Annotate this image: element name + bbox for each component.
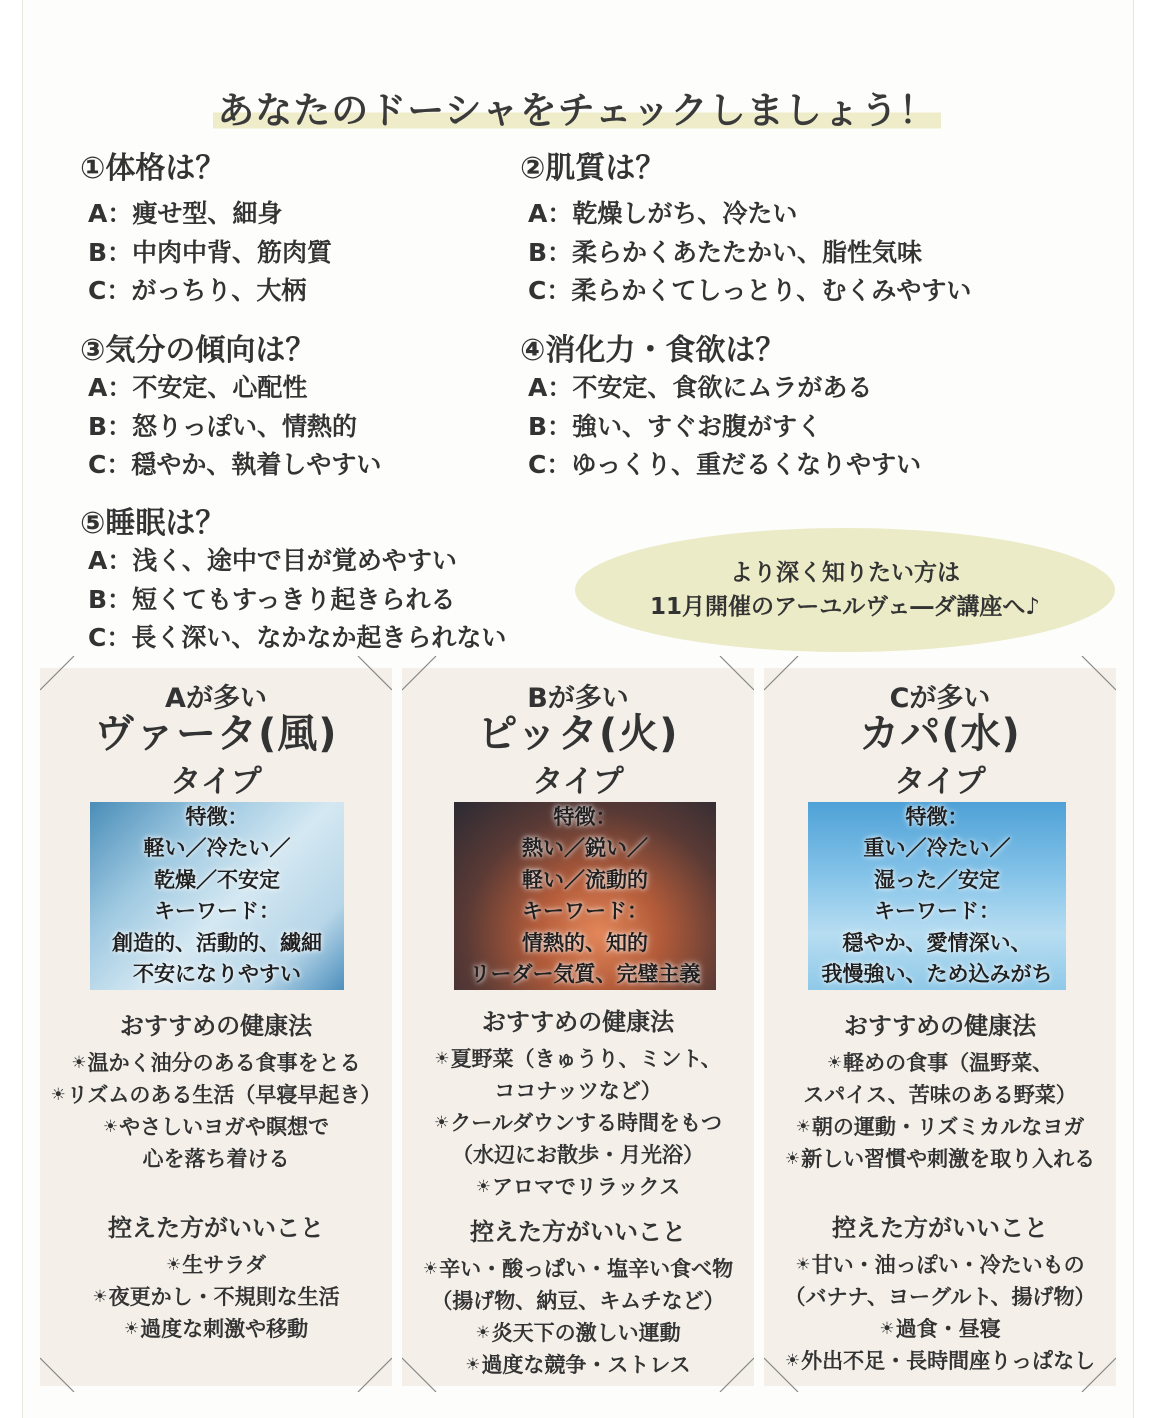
keyword-line: 不安になりやすい <box>133 962 301 986</box>
card-type-label: タイプ <box>532 764 624 800</box>
option-b: B：怒りっぽい、情熱的 <box>88 411 358 441</box>
question-2 <box>520 143 971 311</box>
list-item: ☀過度な競争・ストレス <box>465 1353 691 1377</box>
corner-ornament-icon <box>40 1344 88 1392</box>
sun-icon: ☀ <box>475 1177 491 1197</box>
list-item: ☀軽めの食事（温野菜、 <box>826 1051 1054 1075</box>
recommended-section <box>402 1002 754 1203</box>
list-item: ☀やさしいヨガや瞑想で <box>102 1115 330 1139</box>
keyword-line: 情熱的、知的 <box>522 930 648 955</box>
card-heading: ヴァータ(風) <box>94 711 338 757</box>
keyword-line: 我慢強い、ため込みがち <box>821 962 1053 986</box>
list-item: ココナッツなど） <box>494 1079 662 1103</box>
option-a: A：乾燥しがち、冷たい <box>528 199 798 228</box>
option-a: A：不安定、心配性 <box>88 373 308 402</box>
option-a: A：浅く、途中で目が覚めやすい <box>88 546 457 575</box>
sun-icon: ☀ <box>92 1287 108 1307</box>
keyword-line: 穏やか、愛情深い、 <box>842 930 1032 955</box>
sun-icon: ☀ <box>123 1319 140 1339</box>
option-b: B：中肉中背、筋肉質 <box>88 237 333 267</box>
sun-icon: ☀ <box>795 1117 811 1137</box>
keyword-label: キーワード： <box>522 899 648 923</box>
card-type-label: タイプ <box>170 764 262 800</box>
avoid-section <box>40 1208 392 1345</box>
sun-icon: ☀ <box>475 1323 491 1343</box>
option-b: B：柔らかくあたたかい、脂性気味 <box>528 237 923 267</box>
notice-line-2: 11月開催のアーユルヴェ―ダ講座へ♪ <box>649 594 1041 620</box>
list-item: ☀アロマでリラックス <box>475 1175 681 1199</box>
card-subheading: Aが多い <box>165 683 267 714</box>
question-title: ②肌質は？ <box>520 151 666 186</box>
card-heading: カパ(水) <box>859 711 1021 757</box>
question-1 <box>80 143 332 311</box>
list-item: ☀外出不足・長時間座りっぱなし <box>784 1349 1096 1373</box>
keyword-line: リーダー気質、完璧主義 <box>469 962 701 986</box>
list-item: ☀温かく油分のある食事をとる <box>71 1051 361 1075</box>
list-item: ☀過食・昼寝 <box>879 1317 1001 1341</box>
sun-icon: ☀ <box>784 1149 801 1169</box>
water-photo <box>808 802 1066 990</box>
avoid-section <box>402 1212 754 1381</box>
list-item: ☀夏野菜（きゅうり、ミント、 <box>434 1047 722 1071</box>
feature-line: 軽い／冷たい／ <box>143 836 291 860</box>
feature-line: 重い／冷たい／ <box>863 836 1011 860</box>
course-notice <box>575 528 1115 652</box>
sun-icon: ☀ <box>784 1351 801 1371</box>
question-title: ④消化力・食欲は？ <box>520 333 786 368</box>
sun-icon: ☀ <box>71 1053 87 1073</box>
question-5 <box>80 498 506 658</box>
dosha-card-pitta <box>402 668 754 1386</box>
feature-label: 特徴： <box>553 804 617 829</box>
feature-line: 熱い／鋭い／ <box>522 836 648 860</box>
option-c: C：がっちり、大柄 <box>88 276 307 305</box>
feature-line: 軽い／流動的 <box>522 867 648 892</box>
section-title: 控えた方がいいこと <box>108 1214 324 1242</box>
card-heading: ピッタ(火) <box>477 711 679 757</box>
dosha-card-kapha <box>764 668 1116 1386</box>
option-b: B：強い、すぐお腹がすく <box>528 411 823 441</box>
recommended-section <box>40 1006 392 1175</box>
keyword-label: キーワード： <box>154 899 280 923</box>
section-title: 控えた方がいいこと <box>832 1214 1048 1242</box>
option-c: C：長く深い、なかなか起きられない <box>88 623 507 652</box>
option-a: A：痩せ型、細身 <box>88 199 283 228</box>
card-subheading: Bが多い <box>527 683 629 714</box>
recommended-section <box>764 1006 1116 1175</box>
dosha-card-vata <box>40 668 392 1386</box>
list-item: ☀朝の運動・リズミカルなヨガ <box>795 1115 1085 1139</box>
option-c: C：柔らかくてしっとり、むくみやすい <box>528 276 972 305</box>
sun-icon: ☀ <box>50 1085 66 1105</box>
card-type-label: タイプ <box>894 764 986 800</box>
list-item: （バナナ、ヨーグルト、揚げ物） <box>784 1285 1096 1309</box>
sun-icon: ☀ <box>795 1255 811 1275</box>
sun-icon: ☀ <box>422 1259 439 1279</box>
list-item: ☀新しい習慣や刺激を取り入れる <box>784 1147 1096 1171</box>
list-item: ☀クールダウンする時間をもつ <box>434 1111 722 1135</box>
list-item: ☀甘い・油っぽい・冷たいもの <box>795 1253 1085 1277</box>
question-title: ①体格は？ <box>80 151 226 186</box>
option-c: C：ゆっくり、重だるくなりやすい <box>528 450 922 479</box>
question-title: ⑤睡眠は？ <box>80 506 226 541</box>
question-title: ③気分の傾向は？ <box>80 333 316 368</box>
list-item: ☀炎天下の激しい運動 <box>475 1321 681 1345</box>
page-title: あなたのドーシャをチェックしましょう！ <box>0 80 1154 134</box>
keyword-line: 創造的、活動的、繊細 <box>112 930 322 955</box>
question-3 <box>80 325 381 485</box>
list-item: ☀夜更かし・不規則な生活 <box>92 1285 340 1309</box>
feature-label: 特徴： <box>905 804 969 829</box>
question-4 <box>520 325 921 485</box>
avoid-section <box>764 1208 1116 1377</box>
list-item: ☀過度な刺激や移動 <box>123 1317 309 1341</box>
option-c: C：穏やか、執着しやすい <box>88 450 382 479</box>
section-title: おすすめの健康法 <box>481 1008 675 1036</box>
card-subheading: Cが多い <box>889 683 991 714</box>
keyword-label: キーワード： <box>874 899 1000 923</box>
sun-icon: ☀ <box>879 1319 895 1339</box>
option-b: B：短くてもすっきり起きられる <box>88 584 456 614</box>
sun-icon: ☀ <box>465 1355 481 1375</box>
notice-line-1: より深く知りたい方は <box>730 560 960 586</box>
section-title: 控えた方がいいこと <box>470 1218 686 1246</box>
list-item: （揚げ物、納豆、キムチなど） <box>431 1289 725 1313</box>
feature-line: 乾燥／不安定 <box>154 867 280 892</box>
fire-photo <box>454 802 716 990</box>
list-item: スパイス、苦味のある野菜） <box>803 1083 1077 1107</box>
list-item: ☀辛い・酸っぱい・塩辛い食べ物 <box>422 1257 734 1281</box>
wind-photo <box>90 802 344 990</box>
section-title: おすすめの健康法 <box>843 1012 1037 1040</box>
feature-label: 特徴： <box>185 804 249 829</box>
option-a: A：不安定、食欲にムラがある <box>528 373 873 402</box>
list-item: （水辺にお散歩・月光浴） <box>452 1143 704 1167</box>
list-item: ☀生サラダ <box>165 1253 267 1277</box>
list-item: 心を落ち着ける <box>142 1147 290 1171</box>
feature-line: 湿った／安定 <box>874 867 1000 892</box>
section-title: おすすめの健康法 <box>119 1012 313 1040</box>
sun-icon: ☀ <box>826 1053 843 1073</box>
sun-icon: ☀ <box>434 1049 450 1069</box>
list-item: ☀リズムのある生活（早寝早起き） <box>50 1083 382 1107</box>
sun-icon: ☀ <box>165 1255 182 1275</box>
sun-icon: ☀ <box>434 1113 450 1133</box>
sun-icon: ☀ <box>102 1117 119 1137</box>
corner-ornament-icon <box>344 1344 392 1392</box>
